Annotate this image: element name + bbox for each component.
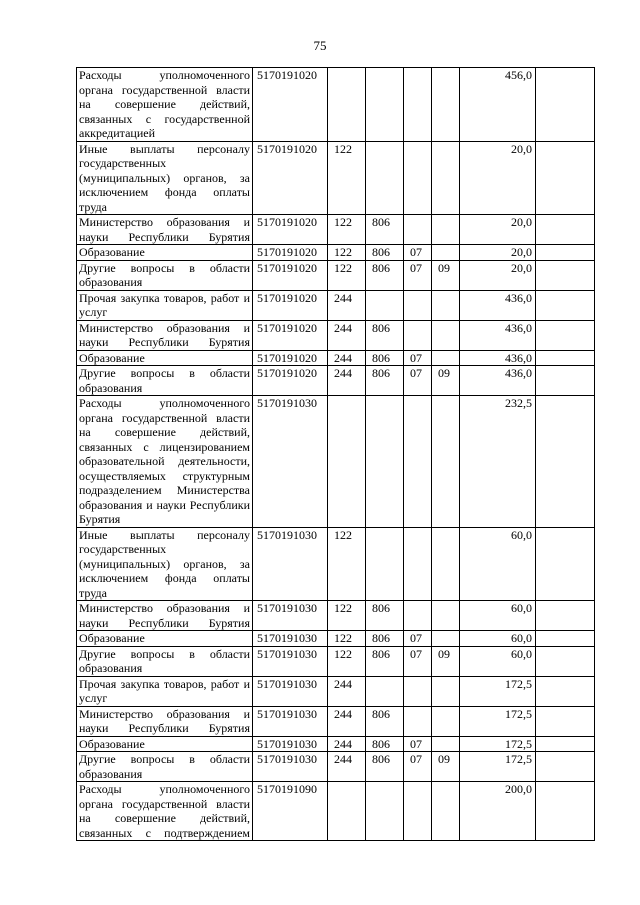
subsection-cell (432, 290, 460, 320)
target-code-cell: 5170191030 (253, 706, 328, 736)
table-row (77, 646, 595, 676)
empty-cell (536, 396, 595, 528)
section-cell (404, 68, 432, 142)
empty-cell (536, 752, 595, 782)
empty-cell (536, 601, 595, 631)
empty-cell (536, 141, 595, 215)
row-name-cell: Другие вопросы в области образования (77, 752, 253, 782)
subsection-cell (432, 631, 460, 647)
section-cell (404, 396, 432, 528)
section-cell: 07 (404, 752, 432, 782)
amount-cell: 20,0 (460, 215, 536, 245)
table-row (77, 366, 595, 396)
table-row (77, 601, 595, 631)
ministry-code-cell: 806 (366, 631, 404, 647)
ministry-code-cell: 806 (366, 646, 404, 676)
ministry-code-cell (366, 676, 404, 706)
ministry-code-cell (366, 141, 404, 215)
empty-cell (536, 676, 595, 706)
ministry-code-cell (366, 68, 404, 142)
row-name-cell: Образование (77, 245, 253, 261)
table-row (77, 752, 595, 782)
subsection-cell (432, 68, 460, 142)
section-cell: 07 (404, 366, 432, 396)
subsection-cell (432, 782, 460, 841)
ministry-code-cell: 806 (366, 366, 404, 396)
table-row (77, 215, 595, 245)
subsection-cell: 09 (432, 260, 460, 290)
subsection-cell (432, 350, 460, 366)
amount-cell: 20,0 (460, 245, 536, 261)
table-row (77, 245, 595, 261)
amount-cell: 232,5 (460, 396, 536, 528)
expense-type-cell: 244 (328, 320, 366, 350)
ministry-code-cell: 806 (366, 215, 404, 245)
table-row (77, 676, 595, 706)
table-row (77, 141, 595, 215)
row-name-cell: Другие вопросы в области образования (77, 366, 253, 396)
amount-cell: 60,0 (460, 601, 536, 631)
subsection-cell (432, 245, 460, 261)
section-cell (404, 527, 432, 601)
subsection-cell: 09 (432, 646, 460, 676)
empty-cell (536, 320, 595, 350)
expense-type-cell: 122 (328, 646, 366, 676)
section-cell: 07 (404, 245, 432, 261)
row-name-cell: Иные выплаты персоналу государственных (муниципальных) органов, за исключением фонда оплаты труда (77, 141, 253, 215)
empty-cell (536, 350, 595, 366)
row-name-cell: Расходы уполномоченного органа государственной власти на совершение действий, связанных с государственной аккредитацией (77, 68, 253, 142)
target-code-cell: 5170191030 (253, 646, 328, 676)
table-row (77, 260, 595, 290)
target-code-cell: 5170191020 (253, 141, 328, 215)
section-cell (404, 706, 432, 736)
expense-type-cell: 244 (328, 706, 366, 736)
table-row (77, 396, 595, 528)
empty-cell (536, 527, 595, 601)
table-row (77, 736, 595, 752)
target-code-cell: 5170191030 (253, 752, 328, 782)
expense-type-cell: 122 (328, 215, 366, 245)
row-name-cell: Расходы уполномоченного органа государственной власти на совершение действий, связанных с подтверждением (77, 782, 253, 841)
empty-cell (536, 215, 595, 245)
section-cell: 07 (404, 646, 432, 676)
amount-cell: 436,0 (460, 366, 536, 396)
empty-cell (536, 706, 595, 736)
expense-type-cell (328, 68, 366, 142)
expense-type-cell: 244 (328, 676, 366, 706)
table-row (77, 320, 595, 350)
ministry-code-cell: 806 (366, 245, 404, 261)
target-code-cell: 5170191030 (253, 676, 328, 706)
amount-cell: 172,5 (460, 676, 536, 706)
subsection-cell (432, 706, 460, 736)
section-cell: 07 (404, 260, 432, 290)
table-row (77, 631, 595, 647)
table-row (77, 782, 595, 841)
subsection-cell: 09 (432, 752, 460, 782)
section-cell: 07 (404, 736, 432, 752)
target-code-cell: 5170191020 (253, 290, 328, 320)
table-row (77, 706, 595, 736)
empty-cell (536, 260, 595, 290)
target-code-cell: 5170191030 (253, 601, 328, 631)
target-code-cell: 5170191090 (253, 782, 328, 841)
ministry-code-cell (366, 396, 404, 528)
subsection-cell (432, 527, 460, 601)
ministry-code-cell: 806 (366, 736, 404, 752)
target-code-cell: 5170191030 (253, 396, 328, 528)
subsection-cell: 09 (432, 366, 460, 396)
section-cell (404, 782, 432, 841)
budget-table (76, 67, 595, 841)
expense-type-cell: 122 (328, 601, 366, 631)
amount-cell: 456,0 (460, 68, 536, 142)
amount-cell: 20,0 (460, 141, 536, 215)
expense-type-cell: 122 (328, 260, 366, 290)
empty-cell (536, 782, 595, 841)
expense-type-cell: 122 (328, 141, 366, 215)
amount-cell: 436,0 (460, 290, 536, 320)
expense-type-cell: 122 (328, 527, 366, 601)
ministry-code-cell (366, 290, 404, 320)
expense-type-cell: 244 (328, 350, 366, 366)
expense-type-cell: 244 (328, 752, 366, 782)
page-number: 75 (313, 38, 327, 53)
expense-type-cell (328, 396, 366, 528)
row-name-cell: Другие вопросы в области образования (77, 646, 253, 676)
row-name-cell: Образование (77, 631, 253, 647)
target-code-cell: 5170191030 (253, 736, 328, 752)
target-code-cell: 5170191020 (253, 350, 328, 366)
amount-cell: 60,0 (460, 646, 536, 676)
ministry-code-cell: 806 (366, 350, 404, 366)
empty-cell (536, 290, 595, 320)
empty-cell (536, 366, 595, 396)
subsection-cell (432, 396, 460, 528)
row-name-cell: Прочая закупка товаров, работ и услуг (77, 676, 253, 706)
section-cell (404, 676, 432, 706)
target-code-cell: 5170191030 (253, 527, 328, 601)
target-code-cell: 5170191020 (253, 320, 328, 350)
table-row (77, 350, 595, 366)
row-name-cell: Министерство образования и науки Республики Бурятия (77, 320, 253, 350)
row-name-cell: Прочая закупка товаров, работ и услуг (77, 290, 253, 320)
empty-cell (536, 245, 595, 261)
amount-cell: 60,0 (460, 631, 536, 647)
target-code-cell: 5170191020 (253, 245, 328, 261)
section-cell (404, 290, 432, 320)
amount-cell: 436,0 (460, 320, 536, 350)
target-code-cell: 5170191020 (253, 260, 328, 290)
subsection-cell (432, 141, 460, 215)
section-cell (404, 601, 432, 631)
empty-cell (536, 736, 595, 752)
target-code-cell: 5170191020 (253, 215, 328, 245)
amount-cell: 436,0 (460, 350, 536, 366)
ministry-code-cell (366, 527, 404, 601)
row-name-cell: Иные выплаты персоналу государственных (муниципальных) органов, за исключением фонда оплаты труда (77, 527, 253, 601)
row-name-cell: Другие вопросы в области образования (77, 260, 253, 290)
expense-type-cell: 122 (328, 631, 366, 647)
ministry-code-cell: 806 (366, 260, 404, 290)
ministry-code-cell: 806 (366, 752, 404, 782)
ministry-code-cell: 806 (366, 601, 404, 631)
amount-cell: 172,5 (460, 736, 536, 752)
table-row (77, 290, 595, 320)
row-name-cell: Образование (77, 350, 253, 366)
row-name-cell: Министерство образования и науки Республики Бурятия (77, 706, 253, 736)
table-body (77, 68, 595, 841)
row-name-cell: Министерство образования и науки Республики Бурятия (77, 601, 253, 631)
ministry-code-cell (366, 782, 404, 841)
ministry-code-cell: 806 (366, 706, 404, 736)
expense-type-cell: 122 (328, 245, 366, 261)
amount-cell: 172,5 (460, 752, 536, 782)
section-cell: 07 (404, 631, 432, 647)
subsection-cell (432, 736, 460, 752)
subsection-cell (432, 676, 460, 706)
subsection-cell (432, 215, 460, 245)
amount-cell: 60,0 (460, 527, 536, 601)
empty-cell (536, 646, 595, 676)
subsection-cell (432, 320, 460, 350)
section-cell: 07 (404, 350, 432, 366)
target-code-cell: 5170191020 (253, 68, 328, 142)
amount-cell: 172,5 (460, 706, 536, 736)
expense-type-cell (328, 782, 366, 841)
row-name-cell: Образование (77, 736, 253, 752)
amount-cell: 200,0 (460, 782, 536, 841)
table-row (77, 68, 595, 142)
section-cell (404, 141, 432, 215)
expense-type-cell: 244 (328, 736, 366, 752)
target-code-cell: 5170191020 (253, 366, 328, 396)
section-cell (404, 320, 432, 350)
amount-cell: 20,0 (460, 260, 536, 290)
subsection-cell (432, 601, 460, 631)
row-name-cell: Расходы уполномоченного органа государственной власти на совершение действий, связанных с лицензированием образовательной деятельности, осуществляемых структурным подразделением Министерства образования и науки Республики Бурятия (77, 396, 253, 528)
expense-type-cell: 244 (328, 290, 366, 320)
expense-type-cell: 244 (328, 366, 366, 396)
table-row (77, 527, 595, 601)
ministry-code-cell: 806 (366, 320, 404, 350)
empty-cell (536, 631, 595, 647)
empty-cell (536, 68, 595, 142)
row-name-cell: Министерство образования и науки Республики Бурятия (77, 215, 253, 245)
section-cell (404, 215, 432, 245)
target-code-cell: 5170191030 (253, 631, 328, 647)
